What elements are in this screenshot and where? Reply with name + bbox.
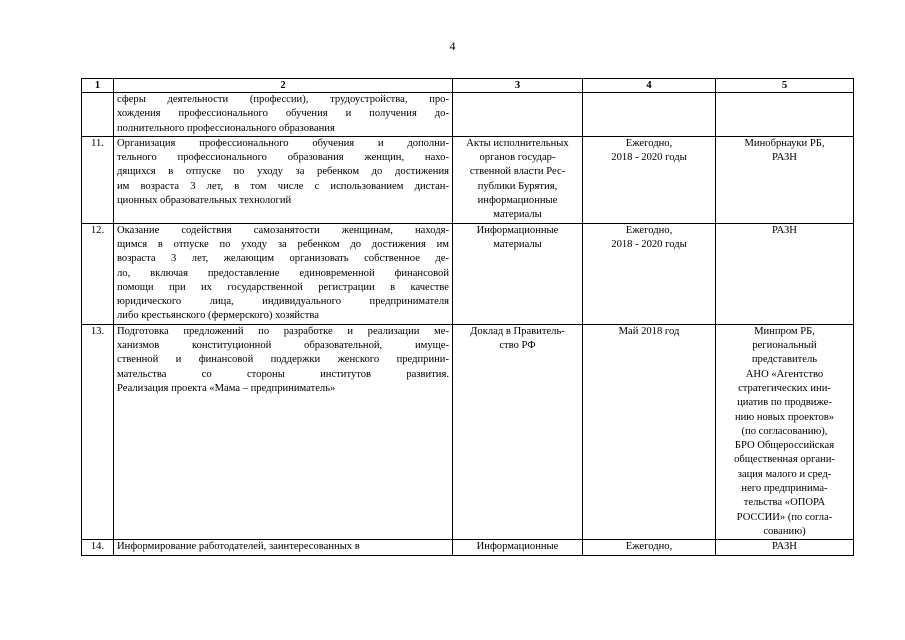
responsible-party <box>716 223 854 324</box>
row-number <box>82 93 114 137</box>
cell-line: циатив по продвиже- <box>737 397 832 409</box>
cell-line: тельства «ОПОРА <box>743 497 826 509</box>
cell-line: ственной и финансовой поддержки женского предприни- <box>117 354 449 366</box>
cell-line: Минобрнауки РБ, <box>744 137 825 149</box>
cell-line: 2018 - 2020 годы <box>611 238 687 250</box>
cell-line: зация малого и сред- <box>737 468 832 480</box>
cell-line: 2018 - 2020 годы <box>611 152 687 164</box>
cell-line: региональный <box>752 340 817 352</box>
cell-line: АНО «Агентство <box>745 368 824 380</box>
cell-line: РАЗН <box>772 152 797 164</box>
cell-line: Ежегодно, <box>625 541 673 553</box>
cell-line: сферы деятельности (профессии), трудоустройства, про- <box>117 94 449 105</box>
row-number: 14. <box>82 540 114 555</box>
cell-line: дящихся в отпуске по уходу за ребенком до достижения <box>117 166 449 178</box>
cell-line: юридического лица, индивидуального предпринимателя <box>117 296 449 308</box>
deadline <box>583 324 716 539</box>
cell-line: ло, включая предоставление единовременной финансовой <box>117 267 449 279</box>
document-type <box>453 136 583 223</box>
row-number: 13. <box>82 324 114 539</box>
document-type <box>453 324 583 539</box>
table-row <box>82 540 854 555</box>
cell-line: (по согласованию), <box>741 425 828 437</box>
cell-line: публики Бурятия, <box>477 180 558 192</box>
deadline <box>583 540 716 555</box>
cell-line: нию новых проектов» <box>734 411 835 423</box>
row-number: 12. <box>82 223 114 324</box>
table-row <box>82 136 854 223</box>
cell-line: ство РФ <box>499 340 536 352</box>
column-header-5: 5 <box>716 79 854 93</box>
cell-line: тельного профессионального образования женщин, нахо- <box>117 152 449 164</box>
deadline <box>583 93 716 137</box>
cell-line: РАЗН <box>772 541 797 553</box>
cell-line: информационные <box>477 195 558 207</box>
cell-line: мательства со стороны институтов развития. <box>117 368 449 380</box>
measures-table <box>81 78 854 556</box>
cell-line: Информационные <box>476 224 559 236</box>
responsible-party <box>716 136 854 223</box>
cell-line: ционных образовательных технологий <box>117 195 292 207</box>
measure-description <box>114 324 453 539</box>
cell-line: представитель <box>751 354 818 366</box>
cell-line: него предпринима- <box>741 483 828 495</box>
measure-description <box>114 136 453 223</box>
cell-line: РОССИИ» (по согла- <box>736 511 833 523</box>
row-number: 11. <box>82 136 114 223</box>
table-row <box>82 93 854 137</box>
cell-line: либо крестьянского (фермерского) хозяйства <box>117 310 319 322</box>
measure-description <box>114 540 453 555</box>
cell-line: Организация профессионального обучения и дополни- <box>117 137 449 149</box>
cell-line: стратегических ини- <box>738 382 831 394</box>
measure-description <box>114 93 453 137</box>
column-header-1: 1 <box>82 79 114 93</box>
cell-line: щимся в отпуске по уходу за ребенком до достижения им <box>117 238 449 250</box>
cell-line: ственной власти Рес- <box>469 166 566 178</box>
document-type <box>453 93 583 137</box>
cell-line: возраста 3 лет, желающим организовать собственное де- <box>117 253 449 265</box>
cell-line: сованию) <box>763 525 806 537</box>
column-header-3: 3 <box>453 79 583 93</box>
cell-line: БРО Общероссийская <box>734 440 835 452</box>
deadline <box>583 136 716 223</box>
cell-line: Реализация проекта «Мама – предприниматель» <box>117 382 336 394</box>
cell-line: материалы <box>493 238 542 250</box>
cell-line: общественная органи- <box>734 454 835 466</box>
cell-line: Подготовка предложений по разработке и реализации ме- <box>117 325 449 337</box>
cell-line: органов государ- <box>479 152 556 164</box>
cell-line: РАЗН <box>772 224 797 236</box>
cell-line: им возраста 3 лет, в том числе с использованием дистан- <box>117 180 449 192</box>
cell-line: ханизмов конституционной образовательной, имуще- <box>117 340 449 352</box>
cell-line: Ежегодно, <box>625 137 673 149</box>
page-number: 4 <box>449 39 456 53</box>
cell-line: полнительного профессионального образования <box>117 122 335 134</box>
document-type <box>453 223 583 324</box>
cell-line: помощи при их государственной регистрации в качестве <box>117 281 449 293</box>
column-header-2: 2 <box>114 79 453 93</box>
deadline <box>583 223 716 324</box>
responsible-party <box>716 324 854 539</box>
cell-line: Минпром РБ, <box>754 325 815 337</box>
cell-line: хождения профессионального обучения и получения до- <box>117 108 449 120</box>
cell-line: Май 2018 год <box>618 325 680 337</box>
cell-line: Оказание содействия самозанятости женщинам, находя- <box>117 224 449 236</box>
responsible-party <box>716 93 854 137</box>
column-header-4: 4 <box>583 79 716 93</box>
responsible-party <box>716 540 854 555</box>
cell-line: Доклад в Правитель- <box>470 325 565 337</box>
table-row <box>82 223 854 324</box>
header-row <box>82 79 854 93</box>
cell-line: материалы <box>493 209 542 221</box>
table-row <box>82 324 854 539</box>
measure-description <box>114 223 453 324</box>
document-type <box>453 540 583 555</box>
cell-line: Ежегодно, <box>625 224 673 236</box>
cell-line: Информирование работодателей, заинтересованных в <box>117 541 360 553</box>
cell-line: Информационные <box>476 541 559 553</box>
cell-line: Акты исполнительных <box>466 137 569 149</box>
